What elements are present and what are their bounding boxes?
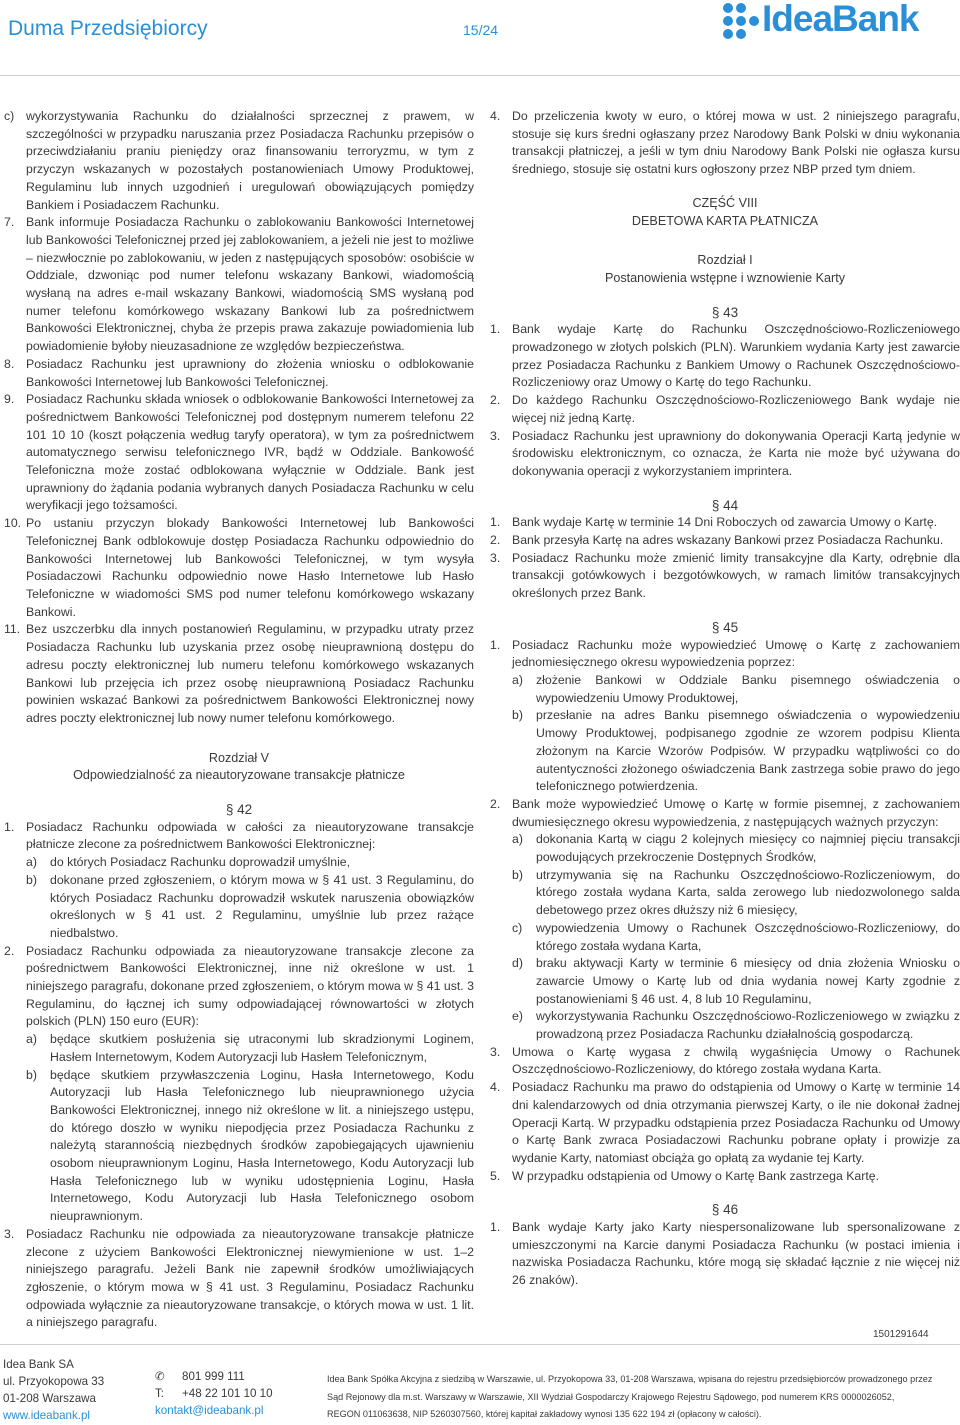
list-item: b) dokonane przed zgłoszeniem, o którym mowa w § 41 ust. 3 Regulaminu, do których Posiadacz Rachunku doprowadził wskutek naruszenia obowiązków określonych w § 41 ust. 2 Regulaminu, umyślnie lub przez rażące niedbalstwo. bbox=[26, 872, 474, 940]
left-column bbox=[4, 108, 474, 1332]
list-item: 1. Posiadacz Rachunku odpowiada w całości za nieautoryzowane transakcje płatnicze zlecone za pośrednictwem Bankowości Elektronicznej: bbox=[4, 819, 474, 852]
list-item: 1. Posiadacz Rachunku może wypowiedzieć Umowę o Kartę z zachowaniem jednomiesięcznego okresu wypowiedzenia poprzez: bbox=[490, 637, 960, 670]
idea-bank-logo bbox=[722, 2, 958, 40]
chapter-subtitle: Odpowiedzialność za nieautoryzowane transakcje płatnicze bbox=[73, 768, 405, 783]
email-link[interactable]: kontakt@ideabank.pl bbox=[155, 1404, 264, 1417]
list-item: 1. Bank wydaje Karty jako Karty niespersonalizowane lub spersonalizowane z umieszczonymi na Karcie danymi Posiadacza Rachunku (w postaci imienia i nazwiska Posiadacza Rachunku, które mogą się składać łącznie z nie więcej niż 26 znaków). bbox=[490, 1220, 960, 1288]
spacer bbox=[4, 728, 474, 750]
list-item: 2. Posiadacz Rachunku odpowiada za nieautoryzowane transakcje zlecone za pośrednictwem Bankowości Elektronicznej, inne niż określone w ust. 1 niniejszego paragrafu, dokonane przed zgłoszeniem, o którym mowa w § 41 ust. 3 Regulaminu, do łącznej ich sumy odpowiadającej równowartości w złotych polskich (PLN) 150 euro (EUR): bbox=[4, 943, 474, 1029]
list-item: 5. W przypadku odstąpienia od Umowy o Kartę Bank zastrzega Kartę. bbox=[490, 1168, 880, 1183]
chapter-title: Rozdział V bbox=[208, 750, 270, 765]
list-item: 1. Bank wydaje Kartę do Rachunku Oszczędnościowo-Rozliczeniowego prowadzonego w złotych polskich (PLN). Warunkiem wydania Karty jest zawarcie przez Posiadacza Rachunku z Bankiem Umowy o Rachunek Oszczędnościowo-Rozliczeniowy oraz Umowy o Kartę do tego Rachunku. bbox=[490, 322, 960, 390]
list-item: 2. Bank przesyła Kartę na adres wskazany Bankowi przez Posiadacza Rachunku. bbox=[490, 533, 944, 548]
list-item: c) wykorzystywania Rachunku do działalności sprzecznej z prawem, w szczególności w przypadku naruszania przez Posiadacza Rachunku przepisów o przeciwdziałaniu praniu pieniędzy oraz finansowaniu terroryzmu, w tym z przyczyn wskazanych w pozostałych postanowieniach Umowy Produktowej, Regulaminu lub innych uzgodnień i uregulowań obowiązujących pomiędzy Bankiem i Posiadaczem Rachunku. bbox=[4, 109, 474, 212]
list-item: b) przesłanie na adres Banku pisemnego oświadczenia o wypowiedzeniu Umowy Produktowej, podpisanego zgodnie ze wzorem podpisu Klienta złożonym na Karcie Wzorów Podpisów. W przypadku wątpliwości co do autentyczności złożonego oświadczenia Bank zastrzega sobie prawo do jego telefonicznego potwierdzenia. bbox=[512, 708, 960, 794]
spacer bbox=[4, 785, 474, 801]
spacer bbox=[490, 179, 960, 195]
list-item: 4. Posiadacz Rachunku ma prawo do odstąpienia od Umowy o Kartę w terminie 14 dni kalendarzowych od dnia otrzymania pierwszej Karty, o ile nie dokonał żadnej Operacji Kartą. W przypadku odstąpienia przez Posiadacza Rachunku od Umowy o Kartę Bank zwraca Posiadaczowi Rachunku pobrane opłaty i prowizje za wydanie Karty, natomiast obciąża go opłatą za wydanie tej Karty. bbox=[490, 1080, 960, 1165]
list-item: 8. Posiadacz Rachunku jest uprawniony do złożenia wniosku o odblokowanie Bankowości Internetowej lub Bankowości Telefonicznej. bbox=[4, 356, 474, 389]
legal-line: Sąd Rejonowy dla m.st. Warszawy w Warszawie, XII Wydział Gospodarczy Krajowego Rejestru Sądowego, pod numerem KRS 0000026052, bbox=[327, 1391, 895, 1402]
list-item: 4. Do przeliczenia kwoty w euro, o której mowa w ust. 2 niniejszego paragrafu, stosuje się kurs średni ogłaszany przez Narodowy Bank Polski w dniu wykonania transakcji płatniczej, a jeśli w tym dniu Narodowy Bank Polski nie ogłasza kursu średniego, stosuje się ostatni kurs ogłoszony przez NBP przed tym dniem. bbox=[490, 109, 960, 177]
bank-name: Idea Bank SA bbox=[3, 1358, 74, 1371]
list-item: 1. Bank wydaje Kartę w terminie 14 Dni Roboczych od zawarcia Umowy o Kartę. bbox=[490, 515, 938, 530]
list-item: 11. Bez uszczerbku dla innych postanowień Regulaminu, w przypadku utraty przez Posiadacza Rachunku lub uzyskania przez osobę nieuprawnioną dostępu do adresu poczty elektronicznej lub numeru telefonu komórkowego wskazanych Bankowi lub przejęcia ich przez osobę nieuprawnioną Posiadacz Rachunku powinien wskazać Bankowi za pośrednictwem Bankowości Elektronicznej nowy adres poczty elektronicznej lub nowy numer telefonu komórkowego. bbox=[4, 622, 474, 725]
list-item: 9. Posiadacz Rachunku składa wniosek o odblokowanie Bankowości Internetowej za pośrednictwem Bankowości Telefonicznej pod dostępnym numerem telefonu 22 101 10 10 (koszt połączenia według taryfy operatora), w tym za pośrednictwem automatycznego serwisu telefonicznego IVR, bądź w Oddziale. Bankowość Telefoniczna może zostać odblokowana wyłącznie w Oddziale. Bank jest uprawniony do żądania podania wybranych danych Posiadacza Rachunku w celu weryfikacji jego tożsamości. bbox=[4, 392, 474, 513]
page-number: 15/24 bbox=[463, 22, 499, 38]
part-title: CZĘŚĆ VIII bbox=[692, 195, 758, 210]
logo-wordmark: IdeaBank bbox=[762, 0, 919, 39]
spacer bbox=[490, 230, 960, 252]
list-item: e) wykorzystywania Rachunku Oszczędnościowo-Rozliczeniowego w związku z prowadzoną przez Posiadacza Rachunku działalnością gospodarczą. bbox=[512, 1009, 960, 1042]
list-item: c) wypowiedzenia Umowy o Rachunek Oszczędnościowo-Rozliczeniowy, do którego została wydana Karta, bbox=[512, 920, 960, 953]
chapter-title: Rozdział I bbox=[697, 253, 753, 268]
list-item: a) dokonania Kartą w ciągu 2 kolejnych miesięcy co najmniej pięciu transakcji powodujących przekroczenie Dostępnych Środków, bbox=[512, 832, 960, 865]
list-item: b) utrzymywania się na Rachunku Oszczędnościowo-Rozliczeniowym, do którego została wydana Karta, salda zerowego lub niedozwolonego salda debetowego przez okres dłuższy niż 6 miesięcy, bbox=[512, 867, 960, 918]
list-item: a) będące skutkiem posłużenia się utraconymi lub skradzionymi Loginem, Hasłem Internetowym, Kodem Autoryzacji lub Hasłem Telefonicznym, bbox=[26, 1032, 474, 1064]
section-heading: § 45 bbox=[711, 619, 739, 635]
city: 01-208 Warszawa bbox=[3, 1392, 97, 1405]
right-column bbox=[490, 108, 960, 1290]
part-subtitle: DEBETOWA KARTA PŁATNICZA bbox=[631, 213, 819, 228]
list-item: b) będące skutkiem przywłaszczenia Loginu, Hasła Internetowego, Kodu Autoryzacji lub Hasła Telefonicznego lub nieuprawnionego użycia Bankowości Elektronicznej, innego niż określone w lit. a niniejszego ustępu, do którego doszło w wyniku niepodjęcia przez Posiadacza Rachunku z należytą starannością niezbędnych środków zapobiegających ujawnieniu osobom nieuprawnionym Loginu, Hasła Internetowego, Kodu Autoryzacji lub Hasła Telefonicznego lub w wyniku udostępnienia Loginu, Hasła Internetowego, Kodu Autoryzacji lub Hasła Telefonicznego osobom nieuprawnionym. bbox=[26, 1067, 474, 1224]
section-heading: § 46 bbox=[711, 1202, 739, 1218]
list-item: 10. Po ustaniu przyczyn blokady Bankowości Internetowej lub Bankowości Telefonicznej Bank odblokowuje dostęp Posiadacza Rachunku odpowiednio do Bankowości Internetowej lub Bankowości Telefonicznej, w tym wysyła Posiadaczowi Rachunku odpowiednio nowe Hasło Internetowe lub Hasło Telefoniczne w wiadomości SMS pod numer telefonu komórkowego wskazany Bankowi. bbox=[4, 516, 474, 619]
spacer bbox=[490, 603, 960, 619]
page-header bbox=[0, 0, 960, 75]
legal-line: Idea Bank Spółka Akcyjna z siedzibą w Warszawie, ul. Przyokopowa 33, 01-208 Warszawa, wpisana do rejestru przedsiębiorców prowadzonego przez bbox=[327, 1374, 933, 1384]
phone-row bbox=[155, 1368, 273, 1385]
spacer bbox=[490, 288, 960, 304]
hotline: 801 999 111 bbox=[182, 1370, 245, 1383]
chapter-subtitle: Postanowienia wstępne i wznowienie Karty bbox=[604, 270, 846, 285]
legal-line: REGON 011063638, NIP 5260307560, której kapitał zakładowy wynosi 135 622 194 zł (opłacony w całości). bbox=[327, 1409, 762, 1419]
phone-number: +48 22 101 10 10 bbox=[182, 1387, 273, 1400]
list-item: a) złożenie Bankowi w Oddziale Banku pisemnego oświadczenia o wypowiedzeniu Umowy Produktowej, bbox=[512, 672, 960, 705]
phone-label: T: bbox=[155, 1387, 165, 1400]
list-item: 2. Bank może wypowiedzieć Umowę o Kartę w formie pisemnej, z zachowaniem dwumiesięcznego okresu wypowiedzenia, z następujących ważnych przyczyn: bbox=[490, 796, 960, 829]
section-heading: § 44 bbox=[711, 497, 739, 513]
street: ul. Przyokopowa 33 bbox=[3, 1375, 105, 1388]
phone-icon: ✆ bbox=[155, 1370, 165, 1383]
document-title: Duma Przedsiębiorcy bbox=[8, 17, 208, 40]
list-item: 3. Posiadacz Rachunku może zmienić limity transakcyjne dla Karty, odrębnie dla transakcji gotówkowych i bezgotówkowych, w ramach limitów transakcyjnych określonych przez Bank. bbox=[490, 550, 960, 601]
list-item: 7. Bank informuje Posiadacza Rachunku o zablokowaniu Bankowości Internetowej lub Bankowości Telefonicznej przed jej zablokowaniem, a jeżeli nie jest to możliwe – niezwłocznie po zablokowaniu, w jeden z następujących sposobów: osobiście w Oddziale, dzwoniąc pod numer telefonu wskazany Bankowi, wiadomością wysłaną na adres e-mail wskazany Bankowi, wiadomością SMS wysłaną pod numer telefonu komórkowego wskazany Bankowi lub za pośrednictwem Bankowości Elektronicznej, chyba że przepis prawa zakazuje powiadomienia lub powiadomienie byłoby nieuzasadnione ze względów bezpieczeństwa. bbox=[4, 215, 474, 354]
spacer bbox=[490, 481, 960, 497]
legal-notice bbox=[327, 1371, 959, 1424]
list-item: 3. Posiadacz Rachunku nie odpowiada za nieautoryzowane transakcje płatnicze zlecone z użyciem Bankowości Elektronicznej niewymienione w ust. 1–2 niniejszego paragrafu. Jeżeli Bank nie zapewnił środków umożliwiających zgłoszenie, o którym mowa w § 41 ust. 3 Regulaminu, Posiadacz Rachunku odpowiada wyłącznie za nieautoryzowane transakcje, o których mowa w ust. 1 lit. a niniejszego paragrafu. bbox=[4, 1226, 474, 1330]
header-divider bbox=[0, 75, 960, 76]
logo-dots-icon bbox=[722, 2, 760, 40]
list-item: 3. Posiadacz Rachunku jest uprawniony do dokonywania Operacji Kartą jedynie w środowisku elektronicznym, co oznacza, że Karta nie może być używana do dokonywania operacji z wykorzystaniem imprintera. bbox=[490, 428, 960, 478]
footer-address bbox=[3, 1356, 104, 1424]
list-item: d) braku aktywacji Karty w terminie 6 miesięcy od dnia złożenia Wniosku o zawarcie Umowy o Kartę lub od dnia wydania nowej Karty zgodnie z postanowieniami § 46 ust. 4, 8 lub 10 Regulaminu, bbox=[512, 956, 960, 1006]
website-link[interactable]: www.ideabank.pl bbox=[3, 1409, 91, 1422]
list-item: 2. Do każdego Rachunku Oszczędnościowo-Rozliczeniowego Bank wydaje nie więcej niż jedną Kartę. bbox=[490, 393, 960, 425]
list-item: 3. Umowa o Kartę wygasa z chwilą wygaśnięcia Umowy o Rachunek Oszczędnościowo-Rozliczeniowy, do którego została wydana Karta. bbox=[490, 1044, 960, 1077]
list-item: a) do których Posiadacz Rachunku doprowadził umyślnie, bbox=[26, 855, 351, 870]
spacer bbox=[490, 1185, 960, 1201]
phone-row bbox=[155, 1385, 273, 1402]
footer-contact bbox=[155, 1368, 273, 1419]
section-heading: § 43 bbox=[711, 304, 739, 320]
footer-divider bbox=[0, 1344, 960, 1345]
section-heading: § 42 bbox=[225, 802, 253, 818]
document-code: 1501291644 bbox=[873, 1329, 929, 1340]
